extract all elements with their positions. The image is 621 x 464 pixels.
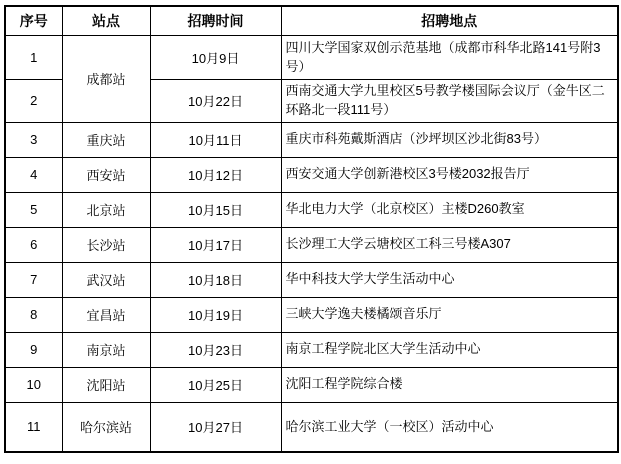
cell-no: 7 — [5, 262, 62, 297]
table-row — [5, 157, 618, 192]
cell-location: 重庆市科苑戴斯酒店（沙坪坝区沙北街83号） — [281, 122, 618, 157]
cell-time: 10月27日 — [150, 402, 281, 452]
cell-station: 北京站 — [62, 192, 150, 227]
table-header-row — [5, 6, 618, 36]
cell-no: 1 — [5, 36, 62, 80]
cell-no: 5 — [5, 192, 62, 227]
table-row — [5, 36, 618, 80]
cell-station: 哈尔滨站 — [62, 402, 150, 452]
table-row — [5, 227, 618, 262]
cell-no: 8 — [5, 297, 62, 332]
cell-station: 宜昌站 — [62, 297, 150, 332]
cell-time: 10月22日 — [150, 80, 281, 123]
cell-no: 3 — [5, 122, 62, 157]
cell-location: 西安交通大学创新港校区3号楼2032报告厅 — [281, 157, 618, 192]
cell-location: 华北电力大学（北京校区）主楼D260教室 — [281, 192, 618, 227]
cell-time: 10月17日 — [150, 227, 281, 262]
table-row — [5, 122, 618, 157]
cell-location: 华中科技大学大学生活动中心 — [281, 262, 618, 297]
cell-time: 10月11日 — [150, 122, 281, 157]
header-station: 站点 — [62, 6, 150, 36]
cell-time: 10月9日 — [150, 36, 281, 80]
cell-station: 长沙站 — [62, 227, 150, 262]
cell-station: 南京站 — [62, 332, 150, 367]
table-row — [5, 367, 618, 402]
cell-time: 10月15日 — [150, 192, 281, 227]
cell-time: 10月12日 — [150, 157, 281, 192]
table-row — [5, 192, 618, 227]
cell-station: 重庆站 — [62, 122, 150, 157]
cell-no: 9 — [5, 332, 62, 367]
cell-time: 10月19日 — [150, 297, 281, 332]
cell-location: 沈阳工程学院综合楼 — [281, 367, 618, 402]
cell-no: 2 — [5, 80, 62, 123]
cell-station: 成都站 — [62, 36, 150, 123]
cell-time: 10月23日 — [150, 332, 281, 367]
table-row — [5, 332, 618, 367]
header-time: 招聘时间 — [150, 6, 281, 36]
cell-station: 沈阳站 — [62, 367, 150, 402]
cell-location: 三峡大学逸夫楼橘颂音乐厅 — [281, 297, 618, 332]
table-row — [5, 297, 618, 332]
table-row — [5, 262, 618, 297]
cell-time: 10月18日 — [150, 262, 281, 297]
cell-no: 4 — [5, 157, 62, 192]
header-no: 序号 — [5, 6, 62, 36]
cell-no: 11 — [5, 402, 62, 452]
table-row — [5, 402, 618, 452]
cell-no: 6 — [5, 227, 62, 262]
cell-location: 南京工程学院北区大学生活动中心 — [281, 332, 618, 367]
cell-time: 10月25日 — [150, 367, 281, 402]
header-location: 招聘地点 — [281, 6, 618, 36]
cell-location: 长沙理工大学云塘校区工科三号楼A307 — [281, 227, 618, 262]
cell-location: 西南交通大学九里校区5号教学楼国际会议厅（金牛区二环路北一段111号） — [281, 80, 618, 123]
cell-station: 西安站 — [62, 157, 150, 192]
cell-location: 四川大学国家双创示范基地（成都市科华北路141号附3号） — [281, 36, 618, 80]
cell-station: 武汉站 — [62, 262, 150, 297]
cell-no: 10 — [5, 367, 62, 402]
recruitment-schedule-table — [4, 5, 619, 453]
cell-location: 哈尔滨工业大学（一校区）活动中心 — [281, 402, 618, 452]
